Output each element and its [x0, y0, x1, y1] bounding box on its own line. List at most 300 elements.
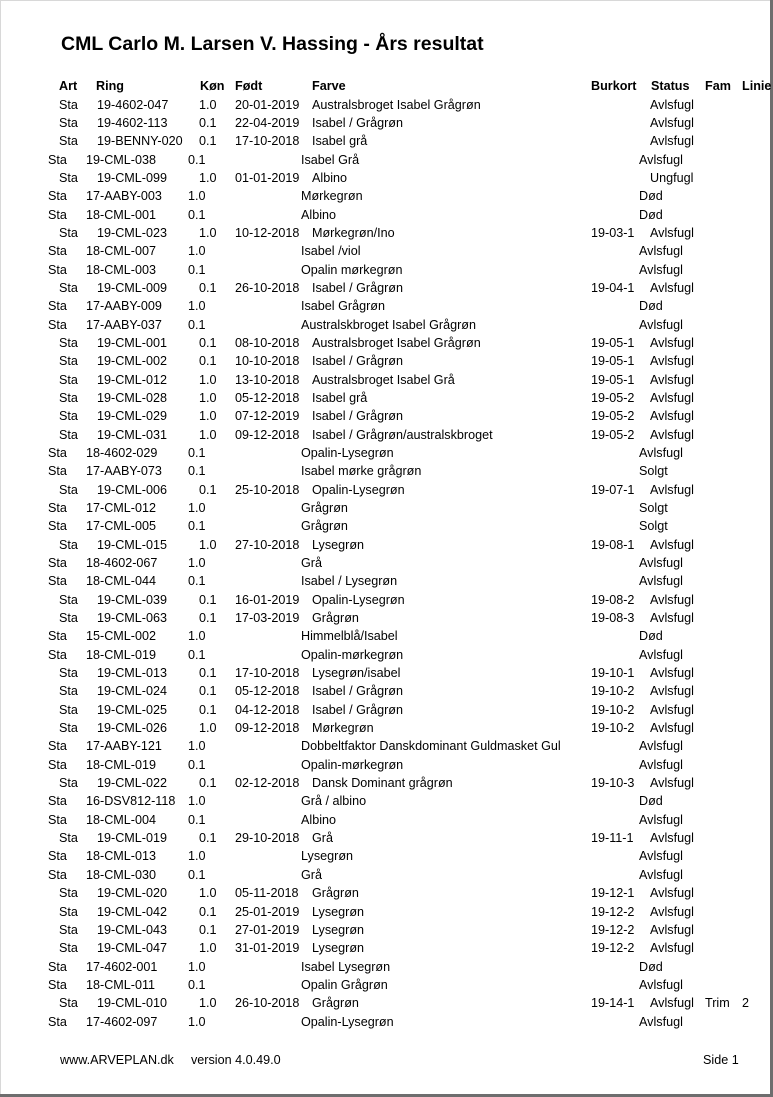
cell-ring: 15-CML-002: [86, 629, 156, 644]
cell-status: Død: [639, 189, 663, 204]
cell-kon: 0.1: [188, 446, 206, 460]
cell-burkort: 19-10-2: [591, 702, 635, 717]
cell-farve: Isabel Lysegrøn: [301, 959, 391, 974]
cell-ring: 18-CML-001: [86, 207, 156, 222]
cell-kon: 0.1: [188, 574, 206, 589]
cell-burkort: 19-08-3: [591, 611, 635, 625]
table-row: [0, 774, 773, 792]
cell-fodt: 02-12-2018: [235, 776, 300, 791]
cell-farve: Opalin-Lysegrøn: [301, 1014, 394, 1029]
cell-burkort: 19-05-2: [591, 390, 635, 405]
page-border-top: [0, 0, 773, 1]
cell-kon: 1.0: [188, 739, 206, 754]
cell-art: Sta: [48, 977, 67, 992]
cell-art: Sta: [59, 611, 78, 625]
cell-status: Avlsfugl: [650, 941, 694, 956]
cell-art: Sta: [59, 280, 78, 295]
cell-kon: 1.0: [199, 170, 217, 185]
column-header-art: Art: [59, 79, 78, 93]
table-row: [0, 389, 773, 407]
cell-status: Avlsfugl: [650, 409, 694, 424]
cell-burkort: 19-10-2: [591, 721, 635, 736]
table-row: [0, 352, 773, 370]
cell-burkort: 19-05-2: [591, 427, 635, 442]
cell-burkort: 19-10-3: [591, 776, 635, 791]
cell-ring: 19-CML-009: [97, 280, 167, 295]
cell-farve: Isabel grå: [312, 134, 368, 149]
table-row: [0, 737, 773, 755]
cell-farve: Australsbroget Isabel Grå: [312, 372, 455, 387]
cell-farve: Isabel / Grågrøn: [312, 702, 403, 717]
cell-burkort: 19-03-1: [591, 225, 635, 240]
table-row: [0, 958, 773, 976]
cell-status: Avlsfugl: [639, 849, 683, 864]
cell-kon: 1.0: [199, 537, 217, 552]
cell-kon: 0.1: [199, 611, 217, 625]
cell-status: Avlsfugl: [639, 812, 683, 827]
cell-ring: 19-CML-013: [97, 666, 167, 680]
cell-burkort: 19-05-1: [591, 372, 635, 387]
cell-art: Sta: [59, 427, 78, 442]
cell-art: Sta: [48, 574, 67, 589]
cell-art: Sta: [48, 812, 67, 827]
cell-status: Avlsfugl: [650, 904, 694, 919]
cell-status: Solgt: [639, 519, 668, 534]
cell-fodt: 17-10-2018: [235, 666, 300, 680]
cell-fam: Trim: [705, 996, 730, 1011]
cell-status: Avlsfugl: [639, 556, 683, 570]
table-row: [0, 664, 773, 682]
cell-ring: 19-CML-006: [97, 482, 167, 497]
cell-ring: 17-AABY-121: [86, 739, 162, 754]
cell-farve: Albino: [312, 170, 348, 185]
cell-status: Avlsfugl: [650, 776, 694, 791]
cell-status: Avlsfugl: [650, 666, 694, 680]
cell-ring: 19-CML-023: [97, 225, 167, 240]
table-row: [0, 792, 773, 810]
table-row: [0, 811, 773, 829]
cell-kon: 0.1: [188, 262, 206, 277]
table-row: [0, 279, 773, 297]
cell-ring: 17-CML-005: [86, 519, 156, 534]
cell-kon: 1.0: [199, 390, 217, 405]
cell-art: Sta: [48, 464, 67, 479]
cell-art: Sta: [59, 97, 78, 112]
cell-ring: 19-4602-113: [97, 115, 168, 130]
cell-burkort: 19-08-2: [591, 592, 635, 607]
cell-art: Sta: [48, 629, 67, 644]
cell-kon: 1.0: [188, 1014, 206, 1029]
cell-kon: 0.1: [199, 666, 217, 680]
cell-art: Sta: [59, 225, 78, 240]
cell-status: Avlsfugl: [650, 537, 694, 552]
cell-art: Sta: [48, 262, 67, 277]
cell-farve: Grågrøn: [312, 996, 359, 1011]
cell-kon: 0.1: [199, 592, 217, 607]
table-row: [0, 407, 773, 425]
cell-kon: 0.1: [199, 335, 217, 350]
cell-farve: Isabel grå: [312, 390, 368, 405]
cell-kon: 1.0: [188, 629, 206, 644]
cell-status: Avlsfugl: [650, 97, 694, 112]
table-row: [0, 261, 773, 279]
cell-kon: 1.0: [188, 556, 206, 570]
cell-art: Sta: [59, 666, 78, 680]
cell-art: Sta: [59, 776, 78, 791]
cell-burkort: 19-11-1: [591, 831, 634, 846]
cell-ring: 19-CML-038: [86, 152, 156, 167]
cell-kon: 1.0: [188, 959, 206, 974]
cell-kon: 0.1: [199, 354, 217, 369]
cell-ring: 19-CML-039: [97, 592, 167, 607]
column-header-farve: Farve: [312, 79, 346, 93]
cell-status: Avlsfugl: [639, 867, 683, 882]
cell-fodt: 05-12-2018: [235, 684, 300, 699]
table-row: [0, 591, 773, 609]
cell-status: Avlsfugl: [650, 134, 694, 149]
cell-farve: Opalin mørkegrøn: [301, 262, 403, 277]
cell-art: Sta: [48, 501, 67, 515]
cell-kon: 0.1: [199, 904, 217, 919]
cell-kon: 1.0: [199, 721, 217, 736]
cell-fodt: 17-10-2018: [235, 134, 300, 149]
cell-art: Sta: [59, 354, 78, 369]
cell-ring: 19-CML-031: [97, 427, 167, 442]
cell-art: Sta: [59, 922, 78, 937]
cell-kon: 0.1: [188, 519, 206, 534]
cell-art: Sta: [48, 556, 67, 570]
cell-status: Død: [639, 299, 663, 314]
cell-art: Sta: [48, 794, 67, 809]
cell-farve: Mørkegrøn: [312, 721, 374, 736]
cell-art: Sta: [59, 941, 78, 956]
cell-farve: Opalin-mørkegrøn: [301, 647, 404, 662]
cell-kon: 1.0: [199, 97, 217, 112]
table-row: [0, 554, 773, 572]
cell-art: Sta: [48, 152, 67, 167]
cell-status: Avlsfugl: [639, 244, 683, 259]
cell-art: Sta: [59, 372, 78, 387]
cell-status: Avlsfugl: [650, 684, 694, 699]
cell-art: Sta: [59, 134, 78, 149]
cell-status: Avlsfugl: [639, 317, 683, 332]
cell-ring: 19-CML-001: [97, 335, 167, 350]
cell-ring: 17-AABY-037: [86, 317, 162, 332]
cell-status: Solgt: [639, 501, 668, 515]
cell-status: Død: [639, 629, 663, 644]
cell-fodt: 04-12-2018: [235, 702, 300, 717]
cell-kon: 0.1: [199, 922, 217, 937]
cell-ring: 17-4602-097: [86, 1014, 158, 1029]
cell-fodt: 08-10-2018: [235, 335, 300, 350]
cell-fodt: 27-01-2019: [235, 922, 300, 937]
cell-status: Avlsfugl: [639, 647, 683, 662]
cell-fodt: 25-10-2018: [235, 482, 300, 497]
cell-kon: 0.1: [188, 757, 206, 772]
cell-ring: 19-CML-020: [97, 886, 167, 901]
cell-status: Død: [639, 794, 663, 809]
cell-status: Død: [639, 207, 663, 222]
cell-ring: 18-CML-004: [86, 812, 156, 827]
cell-ring: 19-CML-022: [97, 776, 167, 791]
table-row: [0, 187, 773, 205]
cell-farve: Himmelblå/Isabel: [301, 629, 398, 644]
cell-farve: Isabel mørke grågrøn: [301, 464, 422, 479]
table-row: [0, 701, 773, 719]
cell-farve: Lysegrøn: [312, 941, 365, 956]
cell-burkort: 19-14-1: [591, 996, 635, 1011]
cell-farve: Isabel / Grågrøn: [312, 409, 403, 424]
table-row: [0, 903, 773, 921]
table-header: [0, 77, 773, 95]
cell-status: Avlsfugl: [650, 482, 694, 497]
cell-farve: Mørkegrøn/Ino: [312, 225, 395, 240]
cell-fodt: 27-10-2018: [235, 537, 300, 552]
cell-farve: Opalin-Lysegrøn: [312, 592, 405, 607]
cell-ring: 19-CML-047: [97, 941, 167, 956]
table-row: [0, 756, 773, 774]
cell-status: Avlsfugl: [639, 152, 683, 167]
column-header-burkort: Burkort: [591, 79, 637, 93]
cell-farve: Albino: [301, 207, 337, 222]
cell-art: Sta: [59, 537, 78, 552]
table-row: [0, 169, 773, 187]
table-row: [0, 609, 773, 627]
cell-status: Avlsfugl: [650, 702, 694, 717]
cell-burkort: 19-07-1: [591, 482, 635, 497]
column-header-fam: Fam: [705, 79, 731, 93]
cell-ring: 19-CML-024: [97, 684, 167, 699]
cell-kon: 0.1: [188, 867, 206, 882]
cell-kon: 1.0: [188, 189, 206, 204]
cell-ring: 19-CML-015: [97, 537, 167, 552]
cell-farve: Opalin Grågrøn: [301, 977, 388, 992]
cell-burkort: 19-08-1: [591, 537, 635, 552]
table-row: [0, 976, 773, 994]
cell-ring: 18-CML-007: [86, 244, 156, 259]
cell-ring: 18-CML-030: [86, 867, 156, 882]
cell-kon: 1.0: [199, 225, 217, 240]
cell-status: Avlsfugl: [650, 115, 694, 130]
cell-fodt: 09-12-2018: [235, 721, 300, 736]
cell-farve: Australskbroget Isabel Grågrøn: [301, 317, 476, 332]
cell-farve: Grå / albino: [301, 794, 367, 809]
table-row: [0, 462, 773, 480]
table-row: [0, 316, 773, 334]
cell-status: Avlsfugl: [650, 280, 694, 295]
cell-art: Sta: [48, 739, 67, 754]
cell-fodt: 05-11-2018: [235, 886, 299, 901]
table-row: [0, 536, 773, 554]
cell-status: Avlsfugl: [650, 335, 694, 350]
cell-status: Avlsfugl: [650, 996, 694, 1011]
table-row: [0, 481, 773, 499]
cell-ring: 19-CML-026: [97, 721, 167, 736]
cell-kon: 1.0: [188, 849, 206, 864]
cell-ring: 19-CML-043: [97, 922, 167, 937]
cell-ring: 17-AABY-009: [86, 299, 162, 314]
cell-ring: 18-4602-029: [86, 446, 158, 460]
cell-burkort: 19-05-1: [591, 354, 635, 369]
cell-farve: Australsbroget Isabel Grågrøn: [312, 335, 481, 350]
cell-status: Avlsfugl: [639, 1014, 683, 1029]
cell-ring: 19-CML-028: [97, 390, 167, 405]
table-row: [0, 921, 773, 939]
column-header-kon: Køn: [200, 79, 225, 93]
footer-site-link[interactable]: www.ARVEPLAN.dk: [60, 1053, 174, 1067]
cell-status: Avlsfugl: [650, 922, 694, 937]
cell-farve: Grågrøn: [312, 611, 359, 625]
cell-ring: 17-AABY-003: [86, 189, 162, 204]
table-row: [0, 206, 773, 224]
cell-fodt: 17-03-2019: [235, 611, 300, 625]
cell-kon: 0.1: [188, 152, 206, 167]
report-title: CML Carlo M. Larsen V. Hassing - Års resultat: [61, 33, 484, 55]
cell-art: Sta: [59, 335, 78, 350]
cell-kon: 0.1: [199, 115, 217, 130]
cell-kon: 0.1: [199, 134, 217, 149]
cell-ring: 19-CML-002: [97, 354, 167, 369]
cell-farve: Opalin-mørkegrøn: [301, 757, 404, 772]
cell-art: Sta: [48, 317, 67, 332]
cell-kon: 1.0: [199, 409, 217, 424]
cell-kon: 0.1: [188, 812, 206, 827]
cell-ring: 19-CML-025: [97, 702, 167, 717]
cell-art: Sta: [59, 702, 78, 717]
cell-art: Sta: [59, 886, 78, 901]
cell-farve: Opalin-Lysegrøn: [312, 482, 405, 497]
cell-art: Sta: [59, 904, 78, 919]
table-row: [0, 224, 773, 242]
cell-kon: 1.0: [188, 794, 206, 809]
cell-ring: 17-CML-012: [86, 501, 156, 515]
cell-art: Sta: [59, 115, 78, 130]
cell-kon: 0.1: [199, 684, 217, 699]
cell-art: Sta: [59, 592, 78, 607]
cell-kon: 1.0: [188, 244, 206, 259]
table-row: [0, 572, 773, 590]
cell-status: Avlsfugl: [639, 574, 683, 589]
cell-fodt: 01-01-2019: [235, 170, 300, 185]
cell-fodt: 22-04-2019: [235, 115, 300, 130]
cell-farve: Grågrøn: [312, 886, 359, 901]
cell-fodt: 13-10-2018: [235, 372, 300, 387]
cell-status: Avlsfugl: [639, 739, 683, 754]
cell-art: Sta: [48, 867, 67, 882]
cell-status: Avlsfugl: [639, 977, 683, 992]
cell-fodt: 26-10-2018: [235, 280, 300, 295]
cell-status: Avlsfugl: [650, 427, 694, 442]
table-row: [0, 829, 773, 847]
cell-farve: Isabel / Grågrøn: [312, 115, 403, 130]
cell-status: Avlsfugl: [650, 354, 694, 369]
cell-ring: 18-CML-044: [86, 574, 156, 589]
footer-page-number: Side 1: [703, 1053, 739, 1067]
cell-art: Sta: [48, 519, 67, 534]
table-row: [0, 371, 773, 389]
cell-farve: Grå: [312, 831, 333, 846]
cell-kon: 0.1: [199, 776, 217, 791]
table-row: [0, 847, 773, 865]
cell-status: Avlsfugl: [639, 446, 683, 460]
cell-ring: 19-CML-029: [97, 409, 167, 424]
cell-farve: Grå: [301, 867, 322, 882]
cell-ring: 18-CML-013: [86, 849, 156, 864]
cell-farve: Lysegrøn: [312, 537, 365, 552]
cell-burkort: 19-12-2: [591, 941, 635, 956]
table-row: [0, 499, 773, 517]
cell-farve: Australsbroget Isabel Grågrøn: [312, 97, 481, 112]
cell-ring: 19-CML-010: [97, 996, 167, 1011]
cell-ring: 18-4602-067: [86, 556, 158, 570]
table-row: [0, 682, 773, 700]
cell-burkort: 19-12-1: [591, 886, 635, 901]
cell-farve: Lysegrøn: [312, 922, 365, 937]
cell-farve: Lysegrøn: [301, 849, 354, 864]
cell-kon: 0.1: [199, 831, 217, 846]
cell-art: Sta: [59, 409, 78, 424]
cell-burkort: 19-05-1: [591, 335, 635, 350]
cell-ring: 18-CML-019: [86, 757, 156, 772]
cell-art: Sta: [59, 482, 78, 497]
cell-farve: Grågrøn: [301, 519, 348, 534]
cell-ring: 17-AABY-073: [86, 464, 162, 479]
cell-status: Avlsfugl: [650, 721, 694, 736]
cell-kon: 0.1: [188, 207, 206, 222]
cell-art: Sta: [48, 207, 67, 222]
table-row: [0, 939, 773, 957]
cell-fodt: 20-01-2019: [235, 97, 300, 112]
cell-farve: Dansk Dominant grågrøn: [312, 776, 453, 791]
cell-kon: 0.1: [199, 482, 217, 497]
cell-ring: 19-CML-012: [97, 372, 167, 387]
cell-art: Sta: [59, 831, 78, 846]
cell-ring: 16-DSV812-118: [86, 794, 176, 809]
cell-farve: Opalin-Lysegrøn: [301, 446, 394, 460]
cell-kon: 1.0: [199, 886, 217, 901]
cell-burkort: 19-05-2: [591, 409, 635, 424]
cell-fodt: 09-12-2018: [235, 427, 300, 442]
cell-art: Sta: [48, 189, 67, 204]
cell-status: Avlsfugl: [650, 611, 694, 625]
cell-kon: 1.0: [199, 372, 217, 387]
cell-status: Solgt: [639, 464, 668, 479]
cell-farve: Mørkegrøn: [301, 189, 363, 204]
cell-kon: 1.0: [199, 427, 217, 442]
cell-kon: 1.0: [188, 501, 206, 515]
cell-ring: 19-CML-042: [97, 904, 167, 919]
cell-fodt: 16-01-2019: [235, 592, 300, 607]
cell-fodt: 29-10-2018: [235, 831, 300, 846]
cell-fodt: 10-10-2018: [235, 354, 300, 369]
cell-ring: 18-CML-003: [86, 262, 156, 277]
cell-ring: 17-4602-001: [86, 959, 158, 974]
cell-farve: Lysegrøn: [312, 904, 365, 919]
cell-kon: 1.0: [199, 941, 217, 956]
table-row: [0, 297, 773, 315]
cell-art: Sta: [48, 244, 67, 259]
table-row: [0, 426, 773, 444]
cell-kon: 1.0: [188, 299, 206, 314]
cell-art: Sta: [48, 299, 67, 314]
cell-status: Avlsfugl: [650, 592, 694, 607]
cell-art: Sta: [48, 959, 67, 974]
cell-ring: 19-CML-063: [97, 611, 167, 625]
cell-farve: Isabel /viol: [301, 244, 361, 259]
cell-fodt: 10-12-2018: [235, 225, 300, 240]
cell-fodt: 31-01-2019: [235, 941, 300, 956]
cell-art: Sta: [59, 684, 78, 699]
